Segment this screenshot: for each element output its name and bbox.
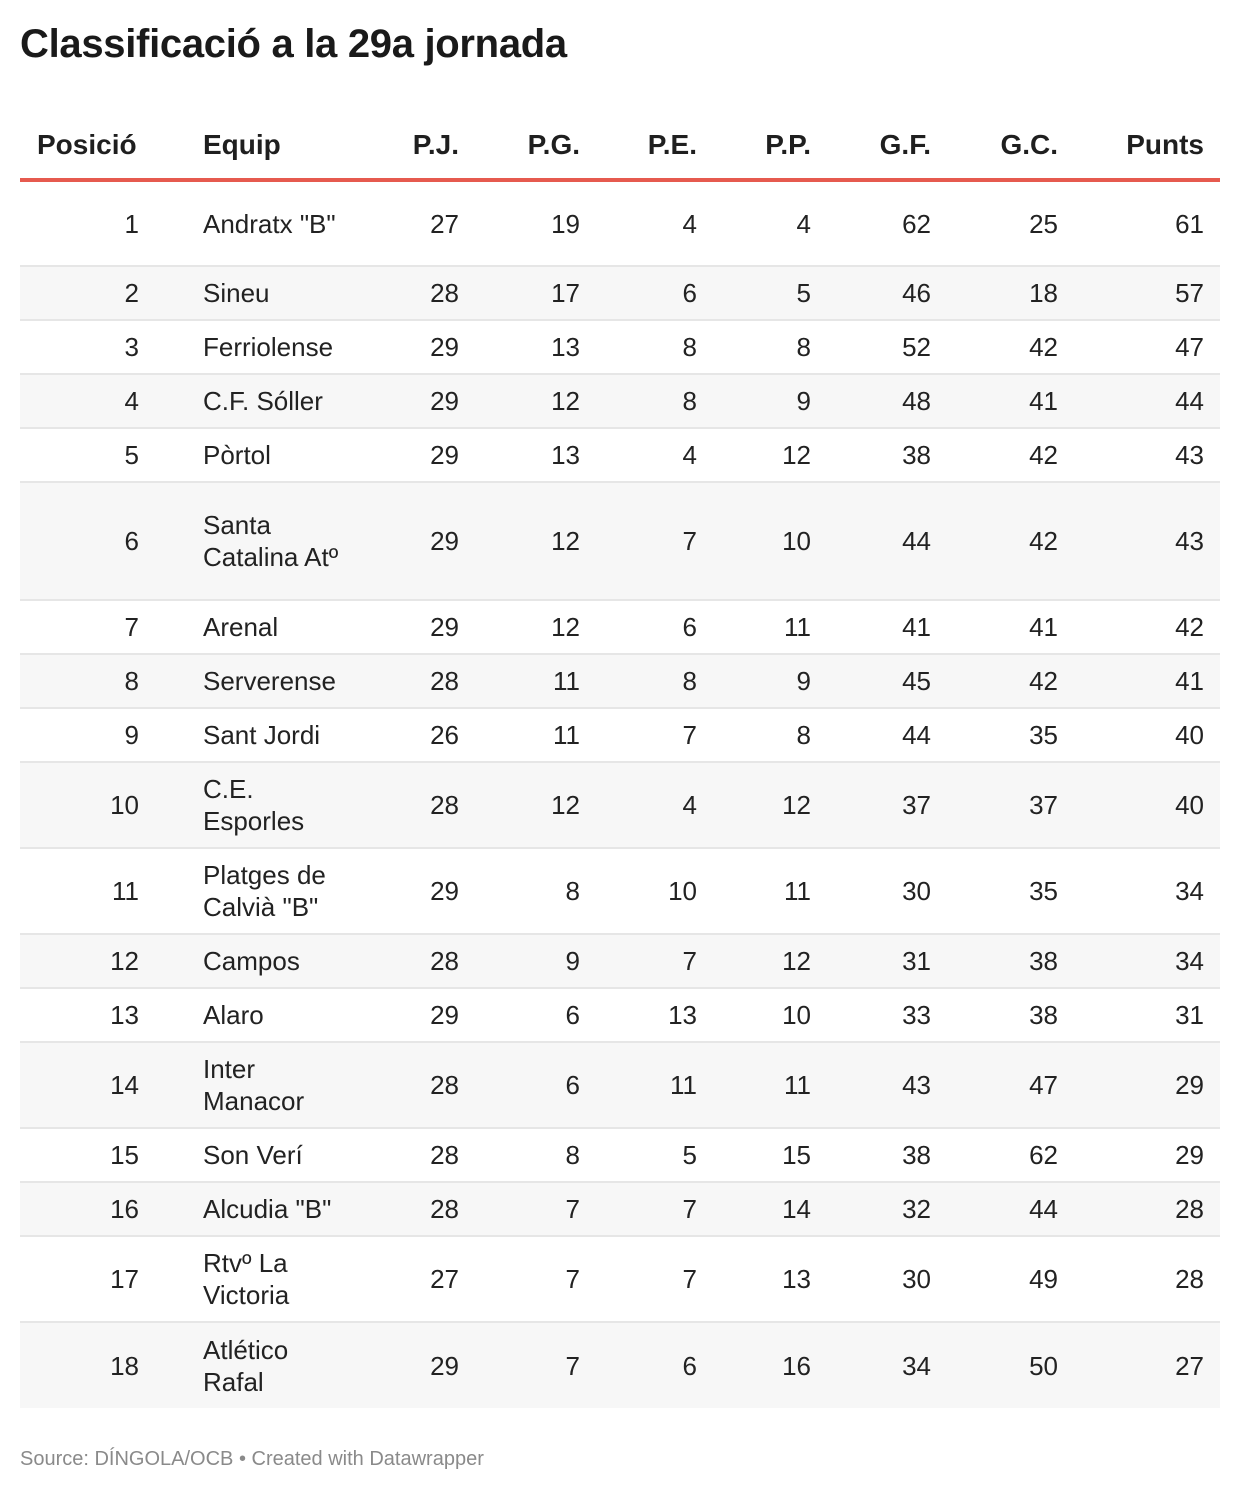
- cell-lost: 5: [697, 266, 811, 320]
- cell-played: 29: [373, 988, 459, 1042]
- cell-team: [203, 934, 373, 988]
- cell-goals-for: 62: [811, 180, 931, 266]
- cell-goals-for: 30: [811, 848, 931, 934]
- cell-position: 11: [20, 848, 203, 934]
- cell-played: 29: [373, 482, 459, 600]
- team-name: Sant Jordi: [203, 720, 321, 750]
- table-row: [20, 654, 1220, 708]
- cell-points: 61: [1058, 180, 1220, 266]
- cell-played: 29: [373, 428, 459, 482]
- cell-goals-against: 44: [931, 1182, 1058, 1236]
- cell-team: [203, 482, 373, 600]
- cell-team: [203, 266, 373, 320]
- cell-points: 40: [1058, 762, 1220, 848]
- cell-won: 9: [459, 934, 580, 988]
- cell-position: 6: [20, 482, 203, 600]
- cell-goals-for: 43: [811, 1042, 931, 1128]
- team-name: Andratx "B": [203, 208, 336, 239]
- cell-team: [203, 1128, 373, 1182]
- cell-drawn: 7: [580, 1236, 697, 1322]
- cell-goals-against: 18: [931, 266, 1058, 320]
- cell-drawn: 7: [580, 1182, 697, 1236]
- cell-goals-against: 25: [931, 180, 1058, 266]
- team-name: Atlético Rafal: [203, 1334, 289, 1397]
- cell-lost: 13: [697, 1236, 811, 1322]
- cell-played: 28: [373, 934, 459, 988]
- team-name: Son Verí: [203, 1140, 303, 1170]
- team-name: Campos: [203, 946, 300, 976]
- cell-points: 34: [1058, 848, 1220, 934]
- cell-played: 29: [373, 848, 459, 934]
- cell-lost: 10: [697, 482, 811, 600]
- cell-points: 28: [1058, 1182, 1220, 1236]
- cell-drawn: 13: [580, 988, 697, 1042]
- cell-lost: 4: [697, 180, 811, 266]
- cell-drawn: 7: [580, 482, 697, 600]
- cell-position: 8: [20, 654, 203, 708]
- cell-goals-for: 37: [811, 762, 931, 848]
- cell-goals-against: 47: [931, 1042, 1058, 1128]
- column-header-position: Posició: [20, 112, 203, 180]
- cell-points: 29: [1058, 1128, 1220, 1182]
- cell-position: 12: [20, 934, 203, 988]
- cell-won: 12: [459, 762, 580, 848]
- cell-goals-against: 62: [931, 1128, 1058, 1182]
- cell-points: 57: [1058, 266, 1220, 320]
- cell-points: 42: [1058, 600, 1220, 654]
- cell-team: [203, 320, 373, 374]
- cell-points: 31: [1058, 988, 1220, 1042]
- table-row: [20, 600, 1220, 654]
- cell-drawn: 4: [580, 762, 697, 848]
- cell-won: 12: [459, 482, 580, 600]
- cell-points: 40: [1058, 708, 1220, 762]
- cell-lost: 14: [697, 1182, 811, 1236]
- cell-position: 4: [20, 374, 203, 428]
- cell-drawn: 5: [580, 1128, 697, 1182]
- cell-won: 6: [459, 1042, 580, 1128]
- cell-goals-for: 32: [811, 1182, 931, 1236]
- table-row: [20, 1322, 1220, 1408]
- cell-won: 7: [459, 1322, 580, 1408]
- cell-won: 11: [459, 654, 580, 708]
- cell-lost: 12: [697, 934, 811, 988]
- table-row: [20, 988, 1220, 1042]
- column-header-team: Equip: [203, 112, 373, 180]
- cell-lost: 12: [697, 428, 811, 482]
- team-name: Arenal: [203, 612, 279, 642]
- cell-played: 28: [373, 1042, 459, 1128]
- cell-goals-for: 45: [811, 654, 931, 708]
- cell-team: [203, 600, 373, 654]
- standings-table: [20, 112, 1220, 1408]
- table-body: [20, 180, 1220, 1408]
- cell-played: 27: [373, 1236, 459, 1322]
- team-name: Sineu: [203, 278, 270, 308]
- cell-played: 28: [373, 1182, 459, 1236]
- cell-goals-against: 49: [931, 1236, 1058, 1322]
- cell-lost: 9: [697, 374, 811, 428]
- table-row: [20, 1042, 1220, 1128]
- chart-title: Classificació a la 29a jornada: [20, 22, 567, 66]
- cell-goals-for: 41: [811, 600, 931, 654]
- cell-won: 11: [459, 708, 580, 762]
- cell-won: 8: [459, 1128, 580, 1182]
- cell-position: 15: [20, 1128, 203, 1182]
- cell-points: 34: [1058, 934, 1220, 988]
- cell-team: [203, 180, 373, 266]
- cell-points: 41: [1058, 654, 1220, 708]
- cell-goals-against: 42: [931, 654, 1058, 708]
- cell-team: [203, 1182, 373, 1236]
- cell-won: 8: [459, 848, 580, 934]
- cell-team: [203, 988, 373, 1042]
- team-name: Alcudia "B": [203, 1194, 332, 1224]
- cell-team: [203, 654, 373, 708]
- cell-won: 17: [459, 266, 580, 320]
- table-row: [20, 180, 1220, 266]
- cell-goals-against: 35: [931, 848, 1058, 934]
- team-name: Inter Manacor: [203, 1054, 305, 1116]
- cell-position: 3: [20, 320, 203, 374]
- table-row: [20, 848, 1220, 934]
- table-row: [20, 482, 1220, 600]
- cell-goals-for: 44: [811, 708, 931, 762]
- cell-goals-against: 38: [931, 988, 1058, 1042]
- cell-lost: 15: [697, 1128, 811, 1182]
- cell-drawn: 7: [580, 708, 697, 762]
- cell-drawn: 8: [580, 654, 697, 708]
- table-row: [20, 320, 1220, 374]
- cell-drawn: 6: [580, 1322, 697, 1408]
- table-row: [20, 1128, 1220, 1182]
- cell-lost: 8: [697, 320, 811, 374]
- cell-played: 28: [373, 266, 459, 320]
- cell-drawn: 10: [580, 848, 697, 934]
- cell-played: 29: [373, 374, 459, 428]
- cell-points: 27: [1058, 1322, 1220, 1408]
- cell-position: 10: [20, 762, 203, 848]
- cell-goals-for: 31: [811, 934, 931, 988]
- column-header-points: Punts: [1058, 112, 1220, 180]
- cell-won: 13: [459, 428, 580, 482]
- column-header-goals-for: G.F.: [811, 112, 931, 180]
- source-credit: Source: DÍNGOLA/OCB • Created with Datawrapper: [20, 1448, 484, 1470]
- cell-lost: 8: [697, 708, 811, 762]
- cell-goals-for: 46: [811, 266, 931, 320]
- cell-goals-for: 30: [811, 1236, 931, 1322]
- column-header-goals-against: G.C.: [931, 112, 1058, 180]
- cell-goals-for: 44: [811, 482, 931, 600]
- cell-drawn: 7: [580, 934, 697, 988]
- cell-goals-for: 34: [811, 1322, 931, 1408]
- team-name: Rtvº La Victoria: [203, 1248, 290, 1310]
- cell-won: 7: [459, 1182, 580, 1236]
- cell-goals-against: 38: [931, 934, 1058, 988]
- team-name: C.F. Sóller: [203, 386, 323, 416]
- cell-team: [203, 1236, 373, 1322]
- cell-goals-for: 38: [811, 1128, 931, 1182]
- table-row: [20, 374, 1220, 428]
- cell-drawn: 6: [580, 266, 697, 320]
- cell-points: 43: [1058, 482, 1220, 600]
- cell-drawn: 8: [580, 320, 697, 374]
- cell-played: 28: [373, 654, 459, 708]
- cell-lost: 10: [697, 988, 811, 1042]
- cell-lost: 11: [697, 600, 811, 654]
- cell-team: [203, 848, 373, 934]
- cell-position: 9: [20, 708, 203, 762]
- cell-position: 2: [20, 266, 203, 320]
- cell-played: 28: [373, 1128, 459, 1182]
- cell-goals-against: 50: [931, 1322, 1058, 1408]
- cell-drawn: 6: [580, 600, 697, 654]
- cell-goals-for: 48: [811, 374, 931, 428]
- table-row: [20, 428, 1220, 482]
- cell-position: 14: [20, 1042, 203, 1128]
- cell-played: 28: [373, 762, 459, 848]
- cell-drawn: 4: [580, 428, 697, 482]
- table-row: [20, 1182, 1220, 1236]
- cell-goals-against: 41: [931, 374, 1058, 428]
- cell-goals-for: 52: [811, 320, 931, 374]
- team-name: Platges de Calvià "B": [203, 860, 326, 922]
- cell-team: [203, 762, 373, 848]
- team-name: C.E. Esporles: [203, 774, 305, 836]
- cell-points: 47: [1058, 320, 1220, 374]
- cell-played: 29: [373, 600, 459, 654]
- cell-won: 13: [459, 320, 580, 374]
- cell-lost: 16: [697, 1322, 811, 1408]
- team-name: Ferriolense: [203, 332, 334, 362]
- cell-lost: 11: [697, 1042, 811, 1128]
- cell-lost: 9: [697, 654, 811, 708]
- cell-goals-for: 38: [811, 428, 931, 482]
- cell-won: 12: [459, 374, 580, 428]
- column-header-drawn: P.E.: [580, 112, 697, 180]
- team-name: Santa Catalina Atº: [203, 510, 339, 572]
- cell-goals-against: 35: [931, 708, 1058, 762]
- cell-team: [203, 1322, 373, 1408]
- team-name: Serverense: [203, 666, 336, 696]
- cell-position: 17: [20, 1236, 203, 1322]
- cell-played: 27: [373, 180, 459, 266]
- cell-goals-for: 33: [811, 988, 931, 1042]
- cell-points: 29: [1058, 1042, 1220, 1128]
- cell-played: 29: [373, 1322, 459, 1408]
- cell-position: 16: [20, 1182, 203, 1236]
- cell-position: 13: [20, 988, 203, 1042]
- cell-drawn: 8: [580, 374, 697, 428]
- table-row: [20, 266, 1220, 320]
- table-row: [20, 708, 1220, 762]
- cell-lost: 11: [697, 848, 811, 934]
- cell-goals-against: 41: [931, 600, 1058, 654]
- cell-goals-against: 42: [931, 428, 1058, 482]
- cell-position: 5: [20, 428, 203, 482]
- cell-position: 18: [20, 1322, 203, 1408]
- column-header-played: P.J.: [373, 112, 459, 180]
- cell-played: 29: [373, 320, 459, 374]
- cell-won: 6: [459, 988, 580, 1042]
- cell-team: [203, 1042, 373, 1128]
- cell-team: [203, 708, 373, 762]
- column-header-lost: P.P.: [697, 112, 811, 180]
- cell-won: 12: [459, 600, 580, 654]
- cell-points: 44: [1058, 374, 1220, 428]
- cell-position: 1: [20, 180, 203, 266]
- header-row: [20, 112, 1220, 180]
- table-row: [20, 934, 1220, 988]
- column-header-won: P.G.: [459, 112, 580, 180]
- cell-drawn: 4: [580, 180, 697, 266]
- cell-team: [203, 428, 373, 482]
- cell-team: [203, 374, 373, 428]
- team-name: Alaro: [203, 1000, 264, 1030]
- cell-points: 43: [1058, 428, 1220, 482]
- cell-played: 26: [373, 708, 459, 762]
- cell-won: 7: [459, 1236, 580, 1322]
- table-row: [20, 1236, 1220, 1322]
- table-row: [20, 762, 1220, 848]
- cell-position: 7: [20, 600, 203, 654]
- cell-goals-against: 42: [931, 482, 1058, 600]
- cell-goals-against: 37: [931, 762, 1058, 848]
- cell-won: 19: [459, 180, 580, 266]
- cell-points: 28: [1058, 1236, 1220, 1322]
- team-name: Pòrtol: [203, 440, 271, 470]
- cell-lost: 12: [697, 762, 811, 848]
- cell-drawn: 11: [580, 1042, 697, 1128]
- cell-goals-against: 42: [931, 320, 1058, 374]
